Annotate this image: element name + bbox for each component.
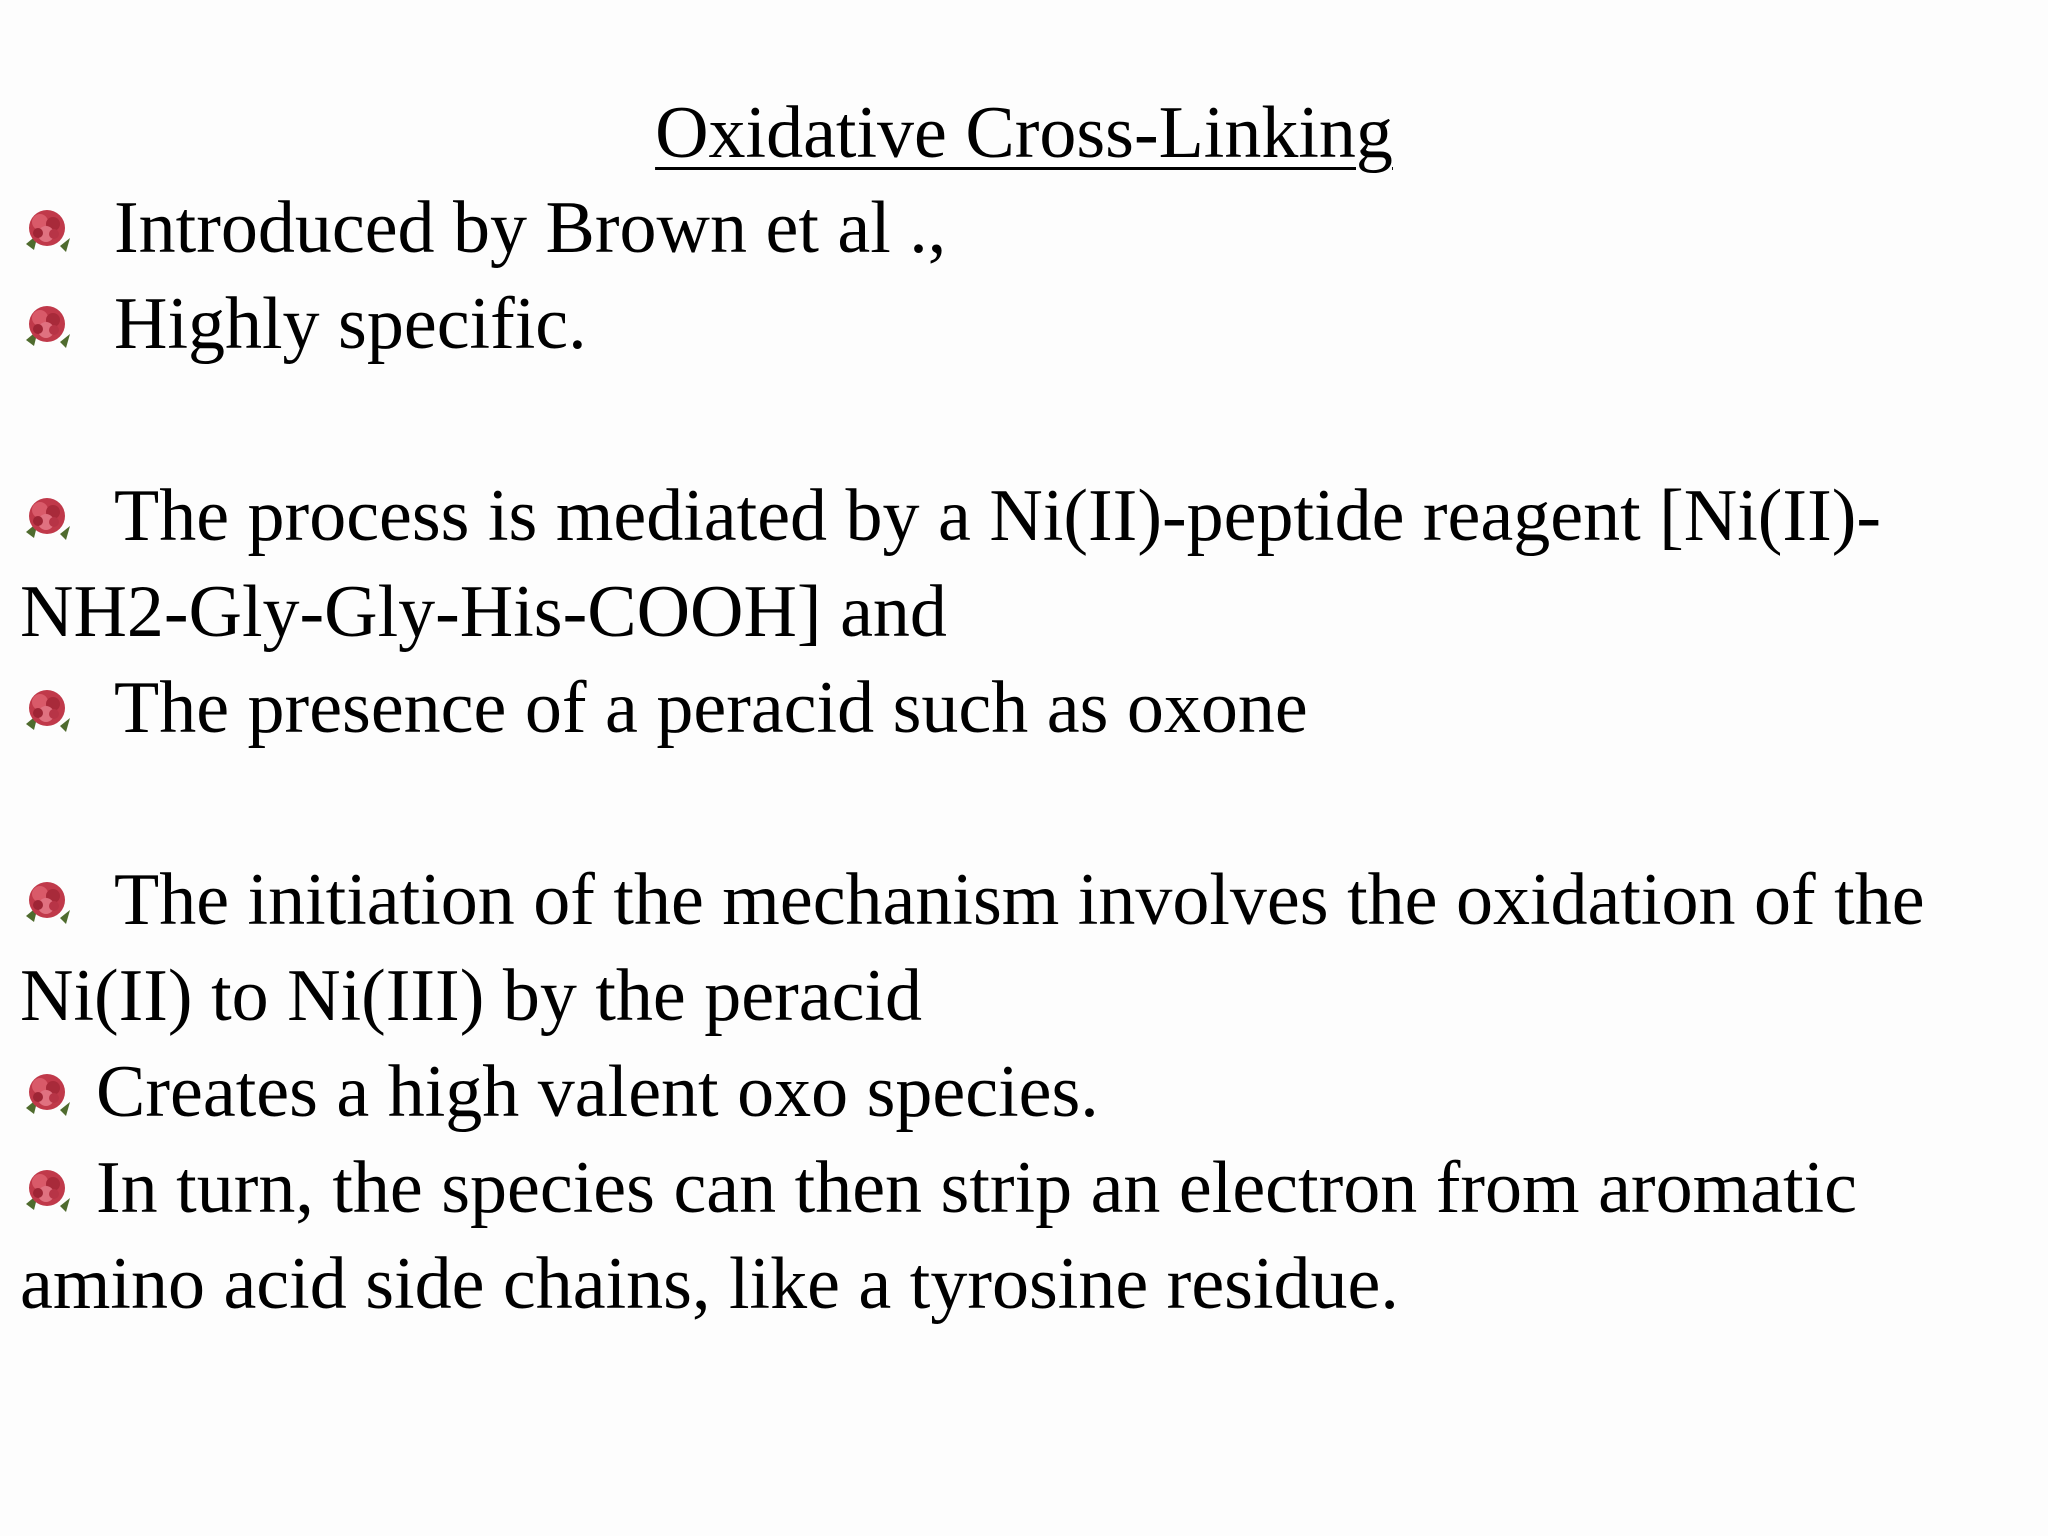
spacer bbox=[20, 756, 2030, 852]
bullet-paragraph bbox=[20, 1044, 2030, 1140]
rose-bullet-icon bbox=[20, 1164, 74, 1214]
paragraph-text: Creates a high valent oxo species. bbox=[96, 1051, 1099, 1133]
paragraph-text: The initiation of the mechanism involves the oxidation of the Ni(II) to Ni(III) by the peracid bbox=[20, 859, 1925, 1037]
paragraph-text: Highly specific. bbox=[114, 283, 587, 365]
bullet-paragraph bbox=[20, 660, 2030, 756]
paragraph-text: The process is mediated by a Ni(II)-peptide reagent [Ni(II)-NH2-Gly-Gly-His-COOH] and bbox=[20, 475, 1882, 653]
rose-bullet-icon bbox=[20, 1068, 74, 1118]
spacer bbox=[20, 372, 2030, 468]
rose-bullet-icon bbox=[20, 876, 74, 926]
bullet-paragraph bbox=[20, 468, 2030, 660]
rose-bullet-icon bbox=[20, 300, 74, 350]
rose-bullet-icon bbox=[20, 204, 74, 254]
paragraph-text: In turn, the species can then strip an electron from aromatic amino acid side chains, like a tyrosine residue. bbox=[20, 1147, 1857, 1325]
rose-bullet-icon bbox=[20, 684, 74, 734]
bullet-paragraph bbox=[20, 1140, 2030, 1332]
bullet-paragraph bbox=[20, 180, 2030, 276]
paragraph-text: The presence of a peracid such as oxone bbox=[114, 667, 1308, 749]
rose-bullet-icon bbox=[20, 492, 74, 542]
bullet-paragraph bbox=[20, 852, 2030, 1044]
bullet-paragraph bbox=[20, 276, 2030, 372]
paragraph-text: Introduced by Brown et al ., bbox=[114, 187, 947, 269]
slide-body bbox=[20, 180, 2030, 1332]
slide-title: Oxidative Cross-Linking bbox=[655, 92, 1393, 174]
